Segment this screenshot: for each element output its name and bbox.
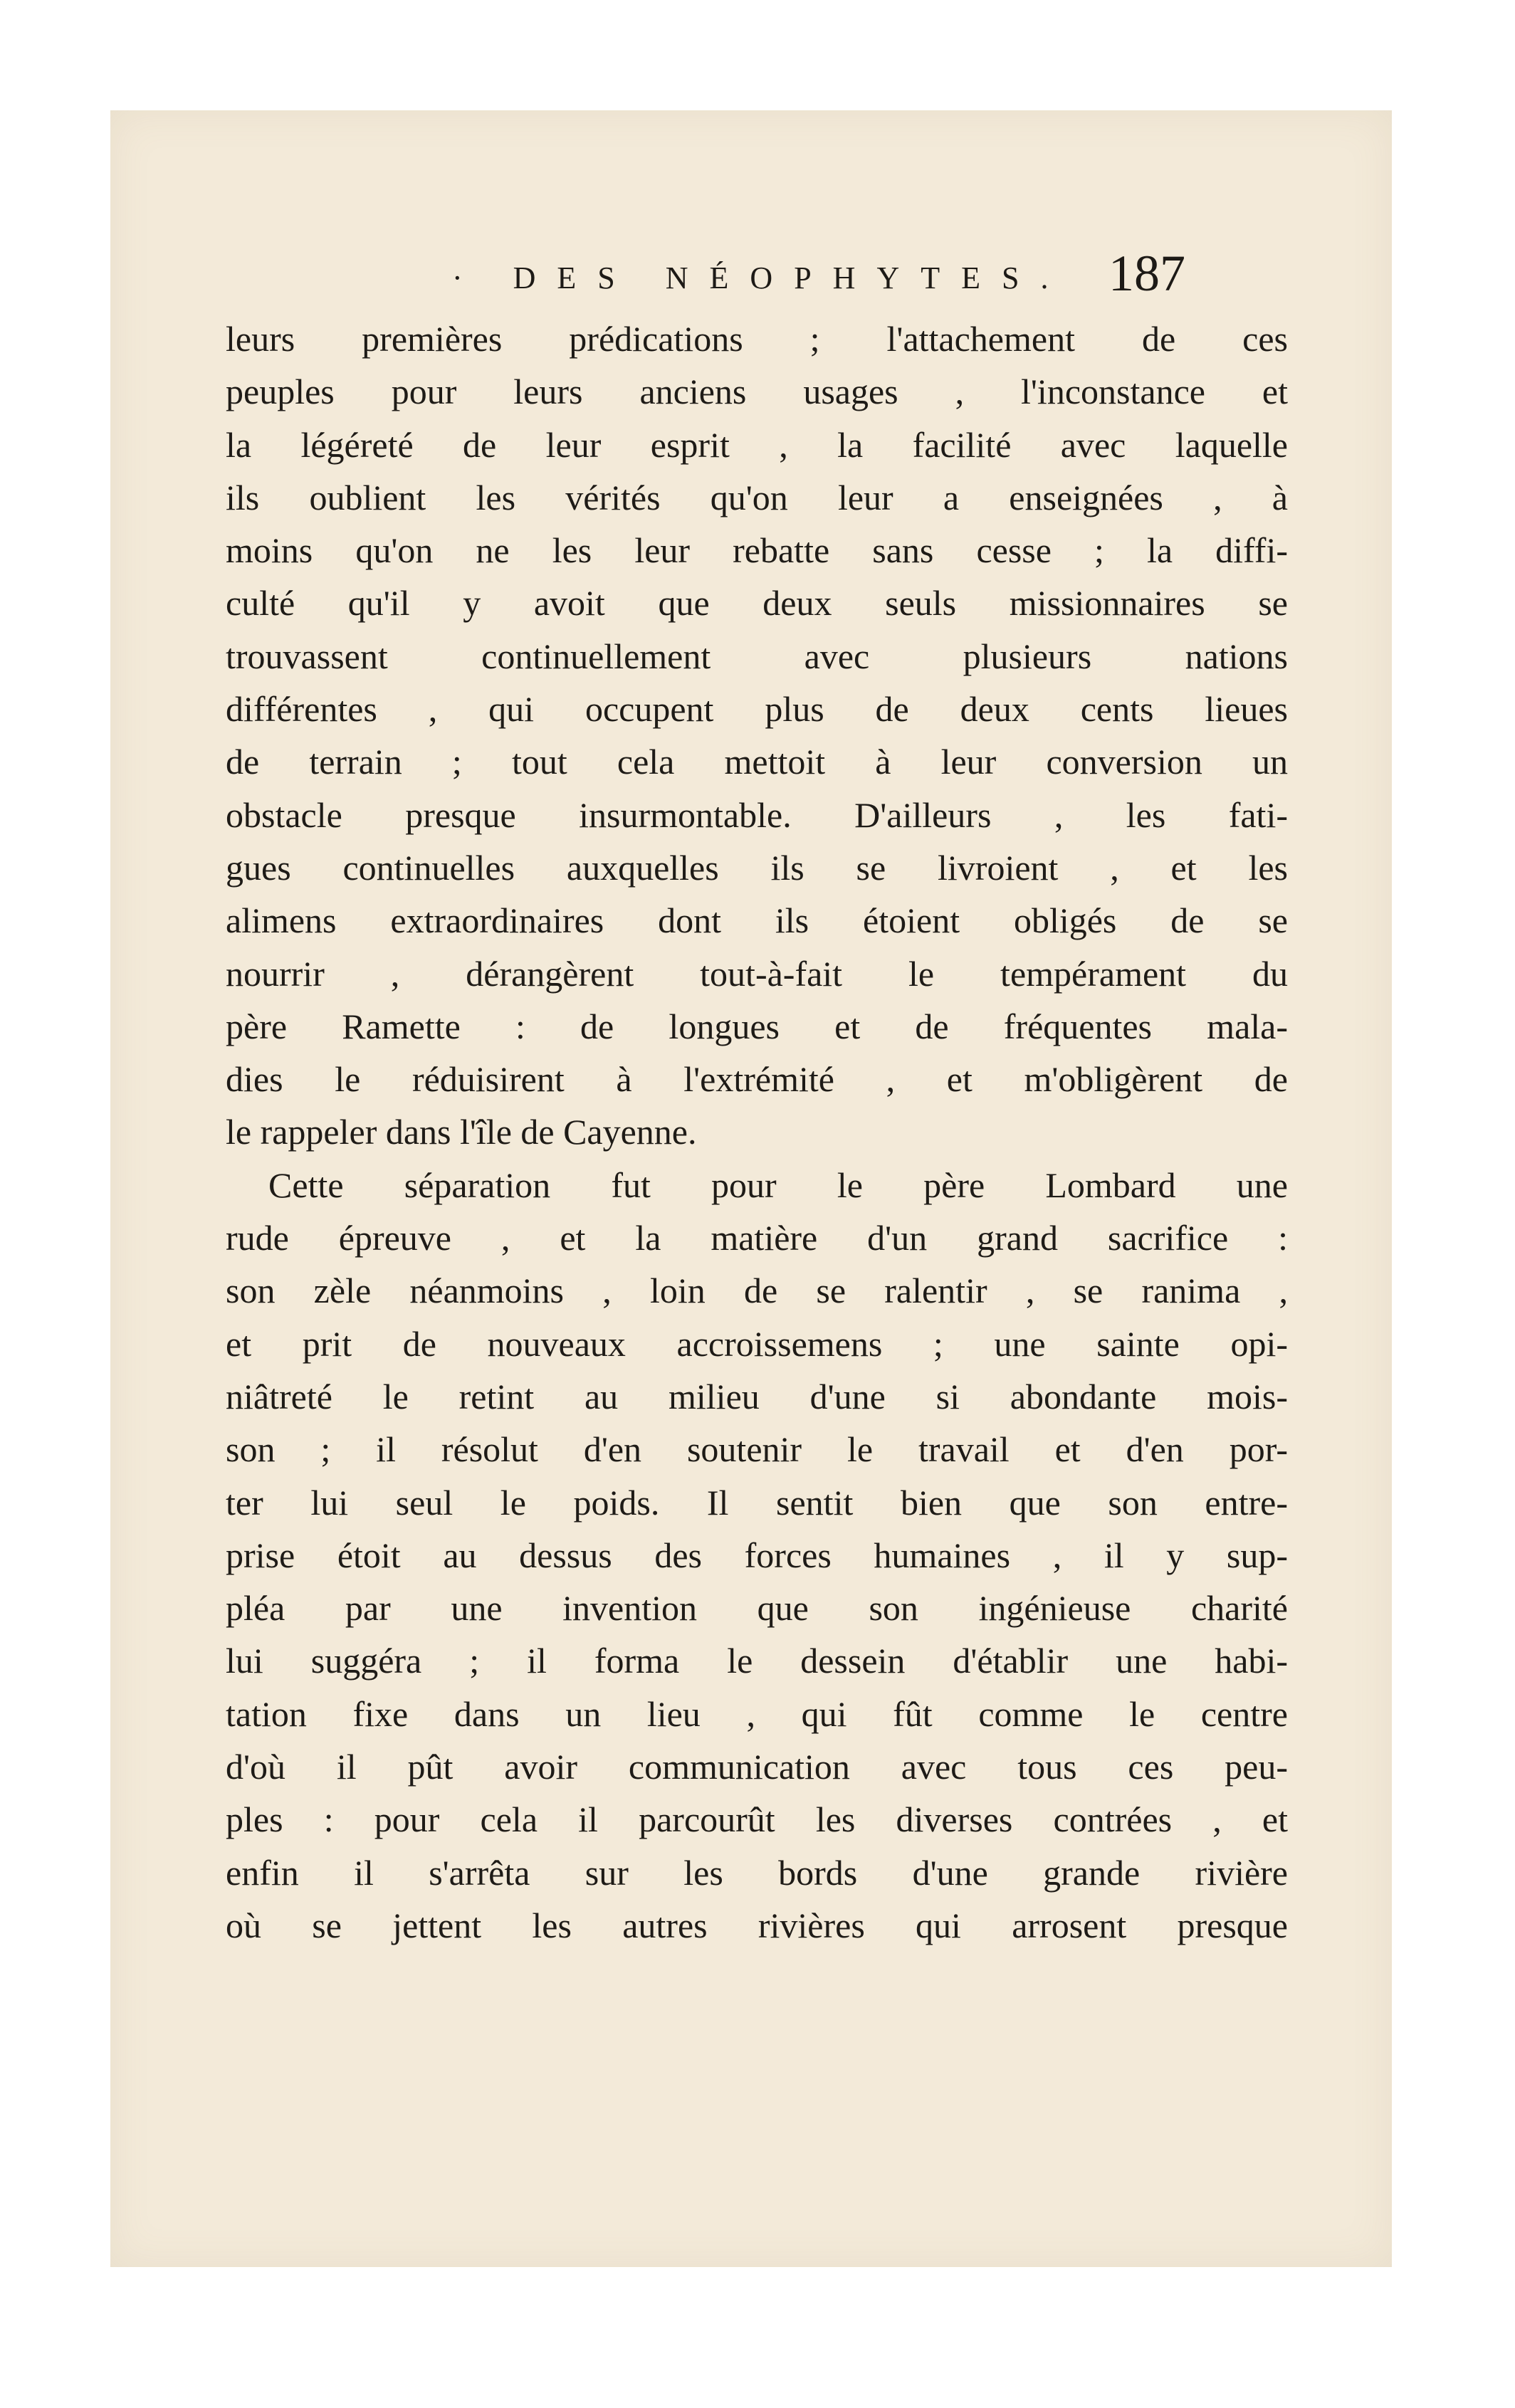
page-number: 187: [1108, 245, 1185, 302]
text-line: enfin il s'arrêta sur les bords d'une grande rivière: [226, 1852, 1288, 1893]
text-line: son ; il résolut d'en soutenir le travail et d'en por-: [226, 1429, 1288, 1470]
text-line: moins qu'on ne les leur rebatte sans cesse ; la diffi-: [226, 530, 1288, 571]
text-line: nourrir , dérangèrent tout-à-fait le tempérament du: [226, 953, 1288, 994]
text-line: ples : pour cela il parcourût les diverses contrées , et: [226, 1799, 1288, 1840]
text-line: où se jettent les autres rivières qui arrosent presque: [226, 1905, 1288, 1945]
text-line: rude épreuve , et la matière d'un grand sacrifice :: [226, 1218, 1288, 1258]
text-line: le rappeler dans l'île de Cayenne.: [226, 1112, 697, 1152]
text-line: obstacle presque insurmontable. D'ailleurs , les fati-: [226, 794, 1288, 835]
text-line: dies le réduisirent à l'extrémité , et m'obligèrent de: [226, 1059, 1288, 1100]
text-line: ter lui seul le poids. Il sentit bien que son entre-: [226, 1482, 1288, 1523]
text-line: ils oublient les vérités qu'on leur a enseignées , à: [226, 477, 1288, 517]
text-line: différentes , qui occupent plus de deux cents lieues: [226, 689, 1288, 730]
text-line: leurs premières prédications ; l'attachement de ces: [226, 319, 1288, 359]
text-line: pléa par une invention que son ingénieuse charité: [226, 1588, 1288, 1629]
text-line: Cette séparation fut pour le père Lombard une: [268, 1164, 1288, 1205]
text-line: prise étoit au dessus des forces humaines , il y sup-: [226, 1535, 1288, 1575]
text-line: gues continuelles auxquelles ils se livroient , et les: [226, 847, 1288, 888]
text-line: d'où il pût avoir communication avec tous ces peu-: [226, 1747, 1288, 1787]
text-line: de terrain ; tout cela mettoit à leur conversion un: [226, 742, 1288, 782]
text-line: niâtreté le retint au milieu d'une si abondante mois-: [226, 1376, 1288, 1416]
text-line: lui suggéra ; il forma le dessein d'établir une habi-: [226, 1641, 1288, 1681]
page-header: [110, 231, 1392, 310]
running-title: · DES NÉOPHYTES.: [452, 261, 1070, 295]
text-line: peuples pour leurs anciens usages , l'inconstance et: [226, 372, 1288, 412]
text-line: alimens extraordinaires dont ils étoient obligés de se: [226, 900, 1288, 941]
text-line: père Ramette : de longues et de fréquentes mala-: [226, 1006, 1288, 1046]
text-line: son zèle néanmoins , loin de se ralentir , se ranima ,: [226, 1271, 1288, 1311]
text-line: et prit de nouveaux accroissemens ; une sainte opi-: [226, 1323, 1288, 1364]
text-line: culté qu'il y avoit que deux seuls missionnaires se: [226, 583, 1288, 624]
text-line: trouvassent continuellement avec plusieurs nations: [226, 636, 1288, 676]
text-line: la légéreté de leur esprit , la facilité avec laquelle: [226, 424, 1288, 465]
book-page: [110, 110, 1392, 2267]
body-text: [226, 312, 1288, 1952]
text-line: tation fixe dans un lieu , qui fût comme le centre: [226, 1693, 1288, 1734]
